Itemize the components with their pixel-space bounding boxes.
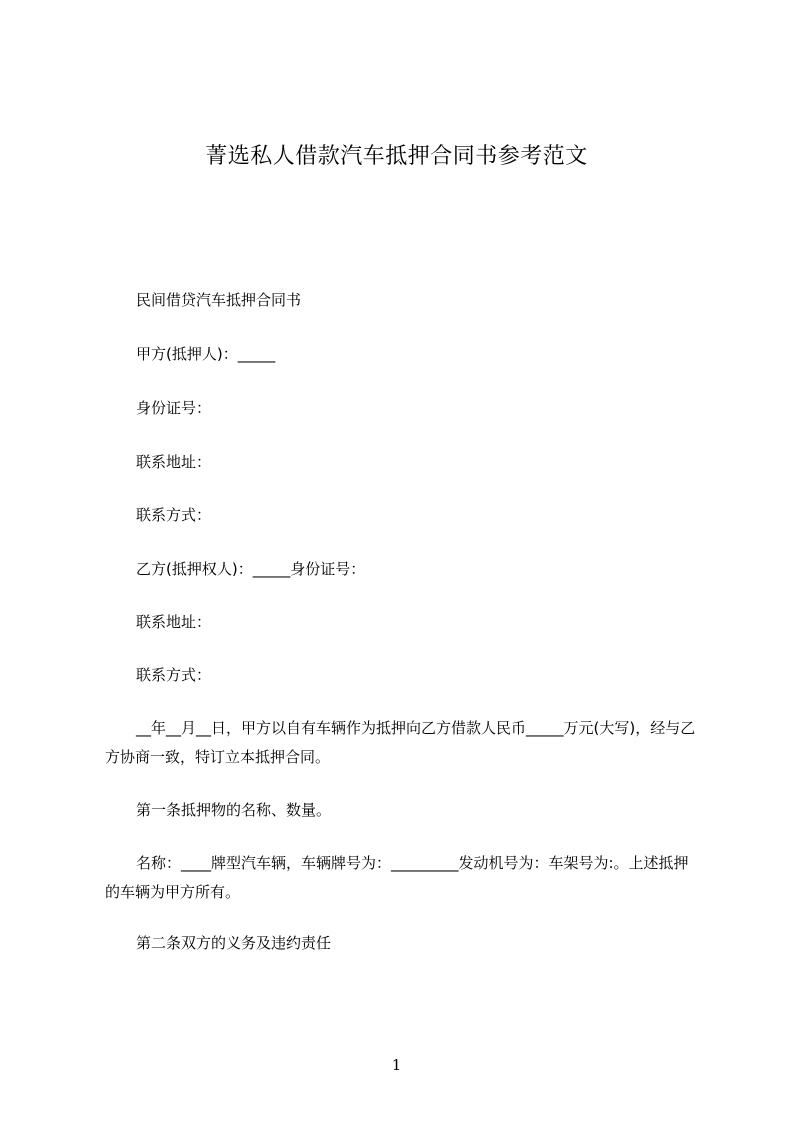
page-number: 1 xyxy=(391,1056,402,1074)
paragraph-party-b: 乙方(抵押权人)：_____身份证号： xyxy=(136,560,366,578)
paragraph-article-one: 第一条抵押物的名称、数量。 xyxy=(136,801,332,819)
paragraph-party-a: 甲方(抵押人)：_____ xyxy=(136,345,276,363)
paragraph-party-b-contact: 联系方式： xyxy=(136,666,212,684)
paragraph-party-a-address: 联系地址： xyxy=(136,453,212,471)
paragraph-party-b-address: 联系地址： xyxy=(136,613,212,631)
paragraph-party-a-contact: 联系方式： xyxy=(136,506,212,524)
document-title: 菁选私人借款汽车抵押合同书参考范文 xyxy=(205,144,588,169)
paragraph-loan-terms: __年__月__日，甲方以自有车辆作为抵押向乙方借款人民币_____万元(大写)，经与乙方协商一致，特订立本抵押合同。 xyxy=(105,719,696,766)
paragraph-contract-name: 民间借贷汽车抵押合同书 xyxy=(136,291,302,309)
paragraph-party-a-id: 身份证号： xyxy=(136,399,212,417)
paragraph-article-two: 第二条双方的义务及违约责任 xyxy=(136,934,332,952)
paragraph-collateral-details: 名称：____牌型汽车辆，车辆牌号为：_________发动机号为：车架号为:。上述抵押的车辆为甲方所有。 xyxy=(105,854,689,901)
